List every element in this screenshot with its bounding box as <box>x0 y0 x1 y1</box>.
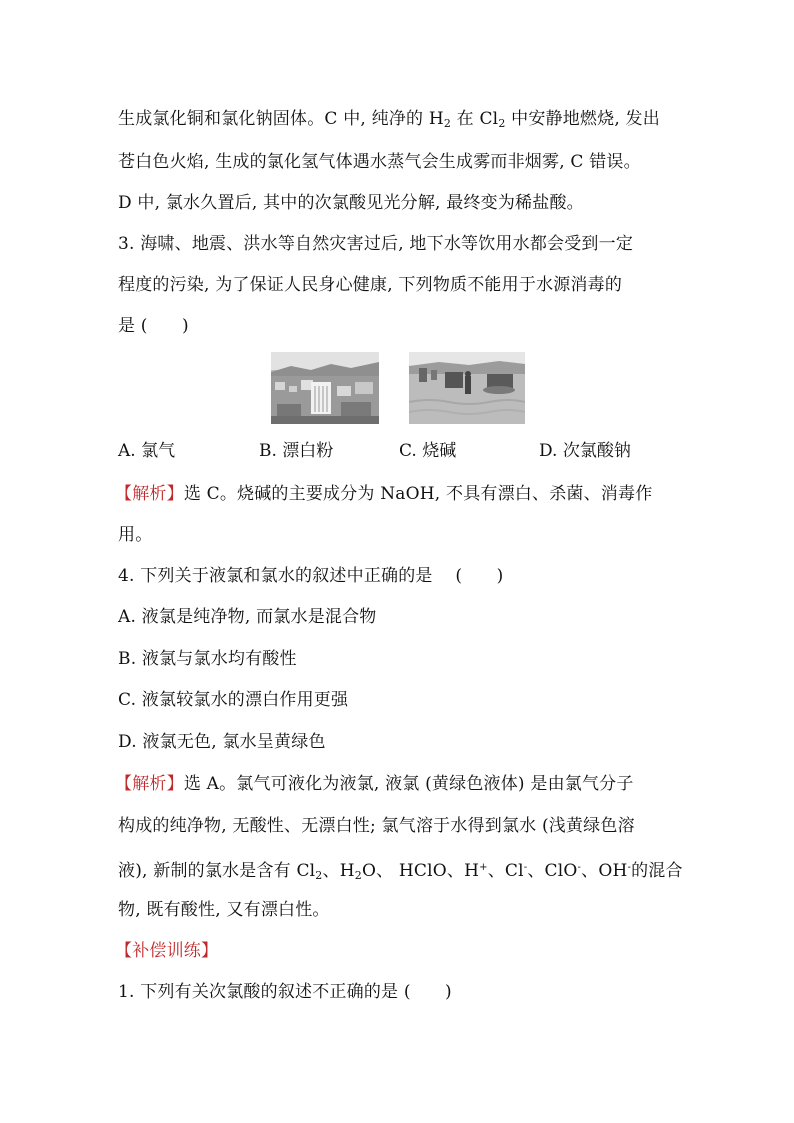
q4-analysis-line-2: 构成的纯净物, 无酸性、无漂白性; 氯气溶于水得到氯水 (浅黄绿色溶 <box>118 816 635 836</box>
q4-option-d: D. 液氯无色, 氯水呈黄绿色 <box>118 732 326 752</box>
q4-analysis-line-4: 物, 既有酸性, 又有漂白性。 <box>118 900 330 920</box>
earthquake-city-photo <box>271 352 379 424</box>
intro-line-1: 生成氯化铜和氯化钠固体。C 中, 纯净的 $H_2$ 在 $Cl_2$ 中安静地燃烧, 发出 <box>118 109 660 130</box>
q3-option-b: B. 漂白粉 <box>259 441 334 461</box>
analysis-tag: 【解析】 <box>115 774 184 794</box>
q3-analysis-line-1: 【解析】选 C。烧碱的主要成分为 NaOH, 不具有漂白、杀菌、消毒作 <box>115 484 653 504</box>
intro-line-3: D 中, 氯水久置后, 其中的次氯酸见光分解, 最终变为稀盐酸。 <box>118 193 584 213</box>
analysis-tag: 【解析】 <box>115 484 184 504</box>
q4-option-c: C. 液氯较氯水的漂白作用更强 <box>118 690 349 710</box>
q3-stem-line-3: 是 ( ) <box>118 316 189 336</box>
q4-option-b: B. 液氯与氯水均有酸性 <box>118 649 297 669</box>
q4-analysis-line-1: 【解析】选 A。氯气可液化为液氯, 液氯 (黄绿色液体) 是由氯气分子 <box>115 774 634 794</box>
q3-stem-line-2: 程度的污染, 为了保证人民身心健康, 下列物质不能用于水源消毒的 <box>118 275 623 295</box>
flood-photo <box>409 352 525 424</box>
supplement-q1: 1. 下列有关次氯酸的叙述不正确的是 ( ) <box>118 982 452 1002</box>
q4-option-a: A. 液氯是纯净物, 而氯水是混合物 <box>118 607 377 627</box>
q4-stem: 4. 下列关于液氯和氯水的叙述中正确的是 ( ) <box>118 566 504 586</box>
intro-line-2: 苍白色火焰, 生成的氯化氢气体遇水蒸气会生成雾而非烟雾, C 错误。 <box>118 152 641 172</box>
q3-option-c: C. 烧碱 <box>399 441 457 461</box>
q3-stem-line-1: 3. 海啸、地震、洪水等自然灾害过后, 地下水等饮用水都会受到一定 <box>118 234 634 254</box>
q3-option-a: A. 氯气 <box>118 441 176 461</box>
q4-analysis-line-3: 液), 新制的氯水是含有 $Cl_2$、$H_2O$、 HClO、H+、Cl-、ClO-、OH-的混合 <box>118 861 683 882</box>
q3-option-d: D. 次氯酸钠 <box>539 441 631 461</box>
supplement-heading: 【补偿训练】 <box>115 941 219 961</box>
q3-analysis-line-2: 用。 <box>118 525 153 545</box>
